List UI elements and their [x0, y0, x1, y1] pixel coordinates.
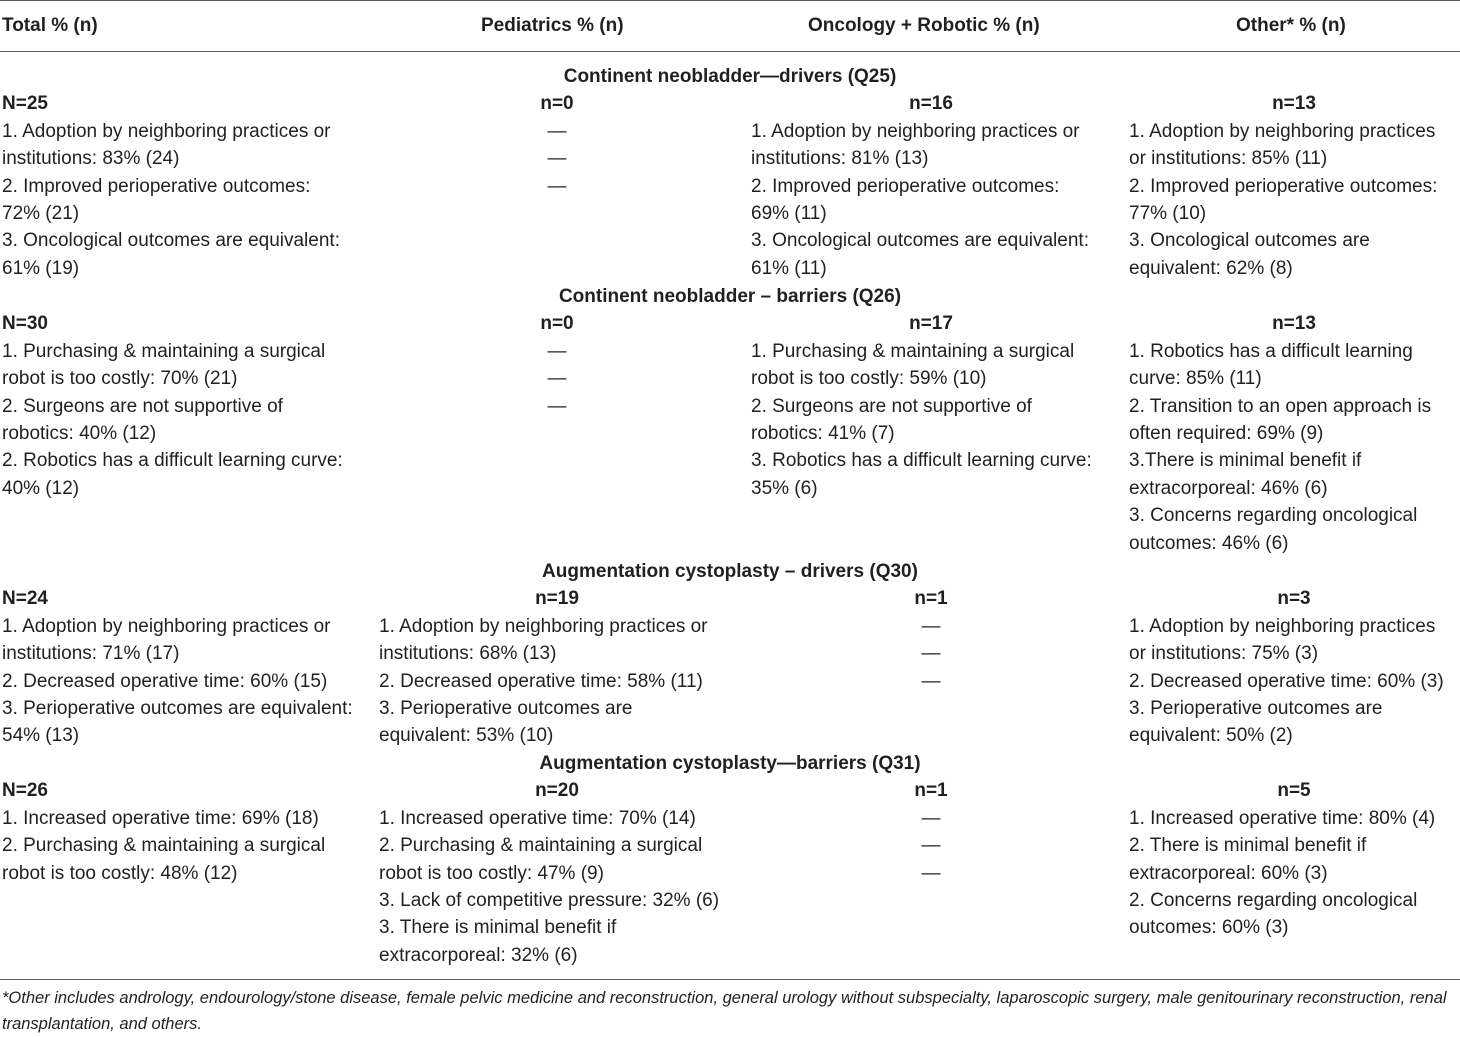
n-count: n=20 [535, 780, 579, 802]
n-count: n=16 [909, 93, 953, 115]
list-item: 1. Increased operative time: 80% (4) [1129, 807, 1436, 829]
header-rule [0, 51, 1460, 52]
section-title: Augmentation cystoplasty—barriers (Q31) [539, 753, 921, 774]
n-count: n=13 [1272, 313, 1316, 335]
n-count: n=17 [909, 313, 953, 335]
list-item: 69% (11) [751, 203, 827, 224]
list-item: institutions: 83% (24) [2, 148, 180, 170]
list-item: 3. Oncological outcomes are equivalent: [751, 230, 1089, 252]
list-item: 3. Perioperative outcomes are [379, 698, 633, 719]
list-item: 3. Robotics has a difficult learning curve: [751, 450, 1092, 472]
table-footnote: *Other includes andrology, endourology/stone disease, female pelvic medicine and reconstruction, general urology without subspecialty, laparoscopic surgery, male genitourinary reconstruction, renal transplantation, and others. [2, 989, 1447, 1033]
header-oncology-robotic: Oncology + Robotic % (n) [808, 15, 1040, 36]
list-item: 40% (12) [2, 477, 80, 499]
n-count: N=30 [2, 313, 48, 335]
list-item: robot is too costly: 48% (12) [2, 862, 238, 884]
header-pediatrics: Pediatrics % (n) [481, 15, 624, 36]
list-item: 1. Adoption by neighboring practices or [379, 615, 708, 637]
list-item: robotics: 40% (12) [2, 423, 157, 445]
list-item: 3. Oncological outcomes are equivalent: [2, 230, 340, 252]
list-item: 35% (6) [751, 477, 818, 499]
n-count: n=5 [1277, 780, 1311, 802]
header-total: Total % (n) [2, 15, 98, 36]
n-count: N=25 [2, 93, 48, 115]
list-item: 2. Robotics has a difficult learning curve: [2, 450, 343, 472]
n-count: n=1 [914, 780, 948, 802]
list-item: institutions: 81% (13) [751, 148, 929, 170]
cell-other [1129, 310, 1457, 557]
list-item: 1. Adoption by neighboring practices [1129, 615, 1436, 637]
list-item: or institutions: 75% (3) [1129, 643, 1319, 665]
list-item: 3. Perioperative outcomes are equivalent: [2, 698, 353, 720]
cell-oncology-robotic: n=1 — — — [751, 777, 1121, 887]
list-item: 3. Concerns regarding oncological [1129, 505, 1418, 527]
n-count: n=1 [914, 588, 948, 610]
list-item: often required: 69% (9) [1129, 423, 1324, 444]
list-item: 1. Adoption by neighboring practices or [751, 120, 1080, 142]
list-item: 3.There is minimal benefit if [1129, 450, 1362, 472]
header-other: Other* % (n) [1236, 15, 1346, 36]
list-item: 3. There is minimal benefit if [379, 917, 617, 939]
list-item: 2. Transition to an open approach is [1129, 395, 1432, 417]
list-item: 2. Purchasing & maintaining a surgical [379, 835, 703, 857]
cell-total [2, 777, 372, 887]
list-item: extracorporeal: 60% (3) [1129, 862, 1328, 884]
list-item: 2. Purchasing & maintaining a surgical [2, 835, 326, 857]
list-item: equivalent: 50% (2) [1129, 725, 1293, 747]
list-item: 77% (10) [1129, 203, 1207, 224]
list-item: 72% (21) [2, 203, 80, 225]
list-item: 2. Decreased operative time: 60% (3) [1129, 670, 1444, 692]
list-item: 2. Decreased operative time: 60% (15) [2, 670, 328, 692]
list-item: robot is too costly: 47% (9) [379, 862, 604, 884]
cell-pediatrics [379, 777, 739, 969]
list-item: 2. Improved perioperative outcomes: [751, 175, 1060, 197]
list-item: 1. Adoption by neighboring practices [1129, 120, 1436, 142]
n-count: n=13 [1272, 93, 1316, 115]
list-item: 1. Purchasing & maintaining a surgical [2, 340, 326, 362]
list-item: outcomes: 60% (3) [1129, 917, 1289, 939]
n-count: N=24 [2, 588, 48, 610]
cell-pediatrics [379, 585, 739, 749]
list-item: 54% (13) [2, 725, 80, 747]
list-item: 1. Increased operative time: 70% (14) [379, 807, 696, 829]
list-item: outcomes: 46% (6) [1129, 532, 1289, 554]
cell-total [2, 310, 372, 502]
list-item: equivalent: 53% (10) [379, 725, 554, 747]
cell-oncology-robotic [751, 310, 1121, 502]
table-top-rule [0, 0, 1460, 1]
n-count: n=0 [540, 93, 574, 115]
cell-pediatrics: n=0 — — — [379, 90, 739, 200]
list-item: 2. Surgeons are not supportive of [2, 395, 283, 417]
cell-total [2, 585, 372, 749]
list-item: curve: 85% (11) [1129, 368, 1262, 390]
cell-total [2, 90, 372, 282]
n-count: N=26 [2, 780, 48, 802]
list-item: 3. Lack of competitive pressure: 32% (6) [379, 890, 720, 911]
list-item: 1. Purchasing & maintaining a surgical [751, 340, 1075, 362]
list-item: 2. Decreased operative time: 58% (11) [379, 670, 703, 692]
list-item: or institutions: 85% (11) [1129, 148, 1328, 170]
n-count: n=19 [535, 588, 579, 610]
cell-other [1129, 777, 1457, 941]
list-item: 2. Improved perioperative outcomes: [1129, 175, 1438, 197]
n-count: n=0 [540, 313, 574, 335]
list-item: 61% (19) [2, 257, 80, 279]
cell-oncology-robotic: n=1 — — — [751, 585, 1121, 695]
cell-other [1129, 585, 1457, 749]
list-item: robot is too costly: 59% (10) [751, 368, 987, 390]
section-title: Augmentation cystoplasty – drivers (Q30) [542, 561, 918, 582]
list-item: 3. Perioperative outcomes are [1129, 698, 1383, 719]
list-item: extracorporeal: 32% (6) [379, 944, 578, 966]
list-item: 2. There is minimal benefit if [1129, 835, 1367, 857]
list-item: 3. Oncological outcomes are [1129, 230, 1370, 252]
list-item: 2. Surgeons are not supportive of [751, 395, 1032, 417]
list-item: 2. Improved perioperative outcomes: [2, 175, 311, 197]
section-title: Continent neobladder – barriers (Q26) [558, 286, 902, 307]
n-count: n=3 [1277, 588, 1311, 610]
list-item: extracorporeal: 46% (6) [1129, 477, 1328, 499]
list-item: 1. Adoption by neighboring practices or [2, 615, 331, 637]
list-item: 1. Robotics has a difficult learning [1129, 340, 1413, 362]
list-item: robot is too costly: 70% (21) [2, 368, 238, 390]
section-title: Continent neobladder—drivers (Q25) [563, 66, 897, 87]
cell-pediatrics: n=0 — — — [379, 310, 739, 420]
cell-oncology-robotic [751, 90, 1121, 282]
list-item: 61% (11) [751, 257, 827, 279]
list-item: robotics: 41% (7) [751, 423, 895, 444]
list-item: 1. Increased operative time: 69% (18) [2, 807, 319, 829]
list-item: 1. Adoption by neighboring practices or [2, 120, 331, 142]
cell-other [1129, 90, 1457, 282]
list-item: institutions: 68% (13) [379, 643, 557, 665]
list-item: 2. Concerns regarding oncological [1129, 890, 1418, 911]
table-bottom-rule [0, 979, 1460, 980]
list-item: equivalent: 62% (8) [1129, 257, 1293, 279]
list-item: institutions: 71% (17) [2, 643, 180, 665]
